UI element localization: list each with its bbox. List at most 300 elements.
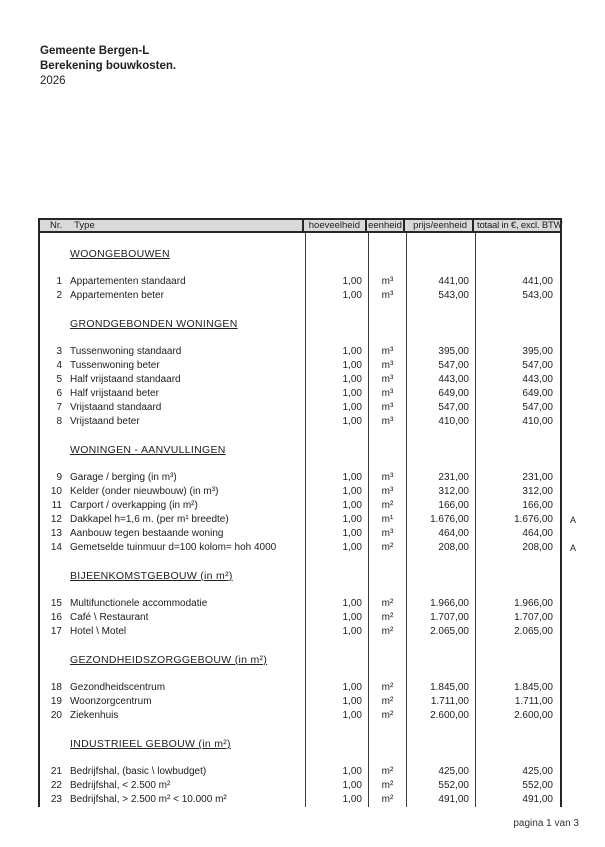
table-row: [40, 625, 560, 639]
cell-nr: [40, 737, 62, 751]
cell-price: 425,00: [407, 765, 476, 779]
cell-nr: 13: [50, 528, 62, 539]
cell-nr: [40, 653, 62, 667]
cell-total: 410,00: [522, 416, 553, 427]
cell-nr: 19: [50, 696, 62, 707]
cell-unit: [369, 723, 407, 737]
cell-qty: 1,00: [306, 765, 369, 779]
cell-price: 231,00: [407, 471, 476, 485]
cell-qty: 1,00: [306, 471, 369, 485]
cell-qty: [306, 457, 369, 471]
cell-price: [407, 457, 476, 471]
cell-qty: 1,00: [306, 681, 369, 695]
cell-unit: m²: [369, 611, 407, 625]
table-row: [40, 401, 560, 415]
section-header-row: [40, 443, 560, 457]
cell-qty: [306, 303, 369, 317]
cell-nr: [40, 751, 62, 765]
column-header-eenheid: eenheid: [367, 220, 405, 231]
table-row: [40, 275, 560, 289]
cell-qty: 1,00: [306, 513, 369, 527]
cell-qty: [306, 667, 369, 681]
cell-qty: 1,00: [306, 275, 369, 289]
spacer-row: [40, 723, 560, 737]
cell-qty: [306, 723, 369, 737]
cell-type: Bedrijfshal, (basic \ lowbudget): [62, 765, 306, 779]
document-header: [40, 44, 176, 89]
document-title-line1: Gemeente Bergen-L: [40, 45, 150, 57]
cell-type: [62, 331, 306, 345]
table-row: [40, 611, 560, 625]
cell-price: [407, 317, 476, 331]
cell-type: [62, 737, 306, 751]
cell-type: Bedrijfshal, < 2.500 m²: [62, 779, 306, 793]
cell-nr: 17: [50, 626, 62, 637]
cell-type: Tussenwoning standaard: [62, 345, 306, 359]
table-row: [40, 597, 560, 611]
table-row: [40, 359, 560, 373]
table-row: [40, 793, 560, 807]
cell-total: 2.065,00: [514, 626, 553, 637]
cell-unit: [369, 737, 407, 751]
cell-price: 410,00: [407, 415, 476, 429]
table-header-row: [38, 218, 562, 233]
cell-price: [407, 723, 476, 737]
cell-nr: 20: [50, 710, 62, 721]
cell-unit: m²: [369, 765, 407, 779]
cell-nr: [40, 723, 62, 737]
spacer-row: [40, 667, 560, 681]
cell-type: Appartementen beter: [62, 289, 306, 303]
cell-qty: 1,00: [306, 597, 369, 611]
cell-qty: 1,00: [306, 401, 369, 415]
cell-nr: [40, 317, 62, 331]
section-title: GRONDGEBONDEN WONINGEN: [70, 318, 238, 330]
section-title: BIJEENKOMSTGEBOUW (in m²): [70, 570, 233, 582]
cell-unit: m³: [369, 275, 407, 289]
cell-total: 1.966,00: [514, 598, 553, 609]
cell-qty: [306, 653, 369, 667]
table-row: [40, 681, 560, 695]
cell-qty: 1,00: [306, 695, 369, 709]
cell-total: [476, 639, 560, 653]
table-row: [40, 779, 560, 793]
table-row: [40, 373, 560, 387]
section-title: GEZONDHEIDSZORGGEBOUW (in m²): [70, 654, 268, 666]
table-row: [40, 541, 577, 555]
cell-unit: m¹: [369, 513, 407, 527]
cell-total: [476, 751, 560, 765]
cell-unit: [369, 233, 407, 247]
cell-price: 491,00: [407, 793, 476, 807]
cell-unit: [369, 583, 407, 597]
section-header-row: [40, 653, 560, 667]
cell-price: 1.707,00: [407, 611, 476, 625]
cell-total: 649,00: [522, 388, 553, 399]
cell-qty: 1,00: [306, 541, 369, 555]
section-title: WONINGEN - AANVULLINGEN: [70, 444, 226, 456]
cell-price: 395,00: [407, 345, 476, 359]
cell-price: [407, 653, 476, 667]
cell-type: [62, 639, 306, 653]
cell-type: Tussenwoning beter: [62, 359, 306, 373]
cell-qty: 1,00: [306, 611, 369, 625]
cell-nr: 14: [50, 542, 62, 553]
cell-qty: 1,00: [306, 499, 369, 513]
table-row: [40, 471, 560, 485]
column-header-nr-type: [40, 220, 304, 231]
cell-price: 1.676,00: [407, 513, 476, 527]
cell-total: 231,00: [522, 472, 553, 483]
cell-unit: m²: [369, 779, 407, 793]
cell-qty: 1,00: [306, 387, 369, 401]
cell-total: [476, 667, 560, 681]
cell-type: Café \ Restaurant: [62, 611, 306, 625]
cell-total: 395,00: [522, 346, 553, 357]
spacer-row: [40, 751, 560, 765]
cell-unit: m³: [369, 359, 407, 373]
cell-price: [407, 555, 476, 569]
cell-nr: 3: [56, 346, 62, 357]
cell-total: 464,00: [522, 528, 553, 539]
cell-price: 543,00: [407, 289, 476, 303]
cell-total: [476, 233, 560, 247]
cell-total: [476, 555, 560, 569]
section-title: WOONGEBOUWEN: [70, 248, 170, 260]
column-header-prijs-eenheid: prijs/eenheid: [405, 220, 474, 231]
cell-price: 1.845,00: [407, 681, 476, 695]
cell-unit: m³: [369, 289, 407, 303]
cell-unit: m³: [369, 401, 407, 415]
cell-type: [62, 317, 306, 331]
cell-type: Bedrijfshal, > 2.500 m² < 10.000 m²: [62, 793, 306, 807]
cell-total: 166,00: [522, 500, 553, 511]
cell-total: 543,00: [522, 290, 553, 301]
row-annotation: A: [570, 543, 577, 553]
cell-total: [476, 247, 560, 261]
cell-type: Vrijstaand beter: [62, 415, 306, 429]
cell-type: Gezondheidscentrum: [62, 681, 306, 695]
cell-unit: [369, 653, 407, 667]
cell-price: [407, 429, 476, 443]
cell-nr: [40, 457, 62, 471]
cell-type: [62, 653, 306, 667]
cell-unit: [369, 457, 407, 471]
cell-unit: m²: [369, 709, 407, 723]
cell-nr: [40, 667, 62, 681]
cell-unit: m²: [369, 541, 407, 555]
cell-unit: [369, 331, 407, 345]
cell-type: [62, 457, 306, 471]
cell-type: Garage / berging (in m³): [62, 471, 306, 485]
cell-nr: [40, 569, 62, 583]
cell-qty: 1,00: [306, 373, 369, 387]
spacer-row: [40, 261, 560, 275]
cell-qty: [306, 261, 369, 275]
cell-total: [476, 303, 560, 317]
cell-nr: 7: [56, 402, 62, 413]
cell-total: [476, 429, 560, 443]
cell-qty: [306, 555, 369, 569]
table-row: [40, 709, 560, 723]
cell-total: 491,00: [522, 794, 553, 805]
row-annotation: A: [570, 515, 577, 525]
cell-unit: [369, 261, 407, 275]
table-row: [40, 415, 560, 429]
cell-type: Gemetselde tuinmuur d=100 kolom= hoh 4000: [62, 541, 306, 555]
column-header-totaal: totaal in €, excl. BTW: [477, 220, 563, 231]
cell-type: Vrijstaand standaard: [62, 401, 306, 415]
cell-unit: m²: [369, 499, 407, 513]
spacer-row: [40, 233, 560, 247]
spacer-row: [40, 555, 560, 569]
cell-price: [407, 443, 476, 457]
cell-type: Dakkapel h=1,6 m. (per m¹ breedte): [62, 513, 306, 527]
cell-type: [62, 233, 306, 247]
cell-price: [407, 751, 476, 765]
table-row: [40, 289, 560, 303]
cell-price: 464,00: [407, 527, 476, 541]
spacer-row: [40, 303, 560, 317]
cell-unit: m³: [369, 415, 407, 429]
cell-total: 1.707,00: [514, 612, 553, 623]
cell-unit: [369, 569, 407, 583]
cell-qty: [306, 639, 369, 653]
cell-unit: [369, 303, 407, 317]
cell-total: [476, 737, 560, 751]
cell-unit: [369, 443, 407, 457]
cell-nr: 2: [56, 290, 62, 301]
table-row: [40, 499, 560, 513]
column-header-nr: Nr.: [50, 220, 63, 231]
cell-type: [62, 261, 306, 275]
cell-price: 2.065,00: [407, 625, 476, 639]
cell-qty: [306, 247, 369, 261]
cell-type: Aanbouw tegen bestaande woning: [62, 527, 306, 541]
table-row: [40, 513, 577, 527]
cell-total: 208,00: [522, 542, 553, 553]
cell-type: Carport / overkapping (in m²): [62, 499, 306, 513]
cell-price: [407, 331, 476, 345]
cell-price: [407, 303, 476, 317]
cell-nr: 23: [50, 794, 62, 805]
cell-qty: [306, 569, 369, 583]
cell-price: [407, 667, 476, 681]
table-body: [38, 233, 577, 807]
cell-qty: 1,00: [306, 359, 369, 373]
section-title: INDUSTRIEEL GEBOUW (in m²): [70, 738, 231, 750]
table-row: [40, 527, 560, 541]
table-row: [40, 695, 560, 709]
cell-nr: [40, 261, 62, 275]
cell-unit: m³: [369, 485, 407, 499]
cell-type: [62, 723, 306, 737]
cell-nr: [40, 303, 62, 317]
document-year: 2026: [40, 75, 66, 87]
cell-unit: m³: [369, 527, 407, 541]
cell-total: [476, 331, 560, 345]
cell-qty: [306, 443, 369, 457]
table-row: [40, 345, 560, 359]
cell-unit: [369, 317, 407, 331]
cell-qty: 1,00: [306, 415, 369, 429]
cell-unit: [369, 247, 407, 261]
cell-nr: 5: [56, 374, 62, 385]
cell-total: [476, 443, 560, 457]
cell-price: [407, 569, 476, 583]
cell-unit: m²: [369, 793, 407, 807]
cell-total: 547,00: [522, 360, 553, 371]
cell-price: 547,00: [407, 359, 476, 373]
cell-price: 552,00: [407, 779, 476, 793]
cell-total: 1.711,00: [514, 696, 553, 707]
cell-type: [62, 751, 306, 765]
cell-price: 1.711,00: [407, 695, 476, 709]
cell-type: Half vrijstaand standaard: [62, 373, 306, 387]
cell-qty: [306, 583, 369, 597]
cell-unit: m²: [369, 695, 407, 709]
cell-total: [476, 261, 560, 275]
cell-nr: [40, 555, 62, 569]
cell-qty: 1,00: [306, 625, 369, 639]
cell-nr: [40, 233, 62, 247]
cell-total: 2.600,00: [514, 710, 553, 721]
cell-qty: 1,00: [306, 485, 369, 499]
cell-total: [476, 653, 560, 667]
cell-price: [407, 247, 476, 261]
cell-price: 441,00: [407, 275, 476, 289]
cell-unit: m²: [369, 625, 407, 639]
cell-qty: [306, 737, 369, 751]
cell-total: [476, 569, 560, 583]
cell-type: [62, 667, 306, 681]
cell-type: Multifunctionele accommodatie: [62, 597, 306, 611]
spacer-row: [40, 583, 560, 597]
cell-unit: [369, 555, 407, 569]
cell-nr: 11: [51, 500, 62, 511]
cell-price: 166,00: [407, 499, 476, 513]
table-row: [40, 387, 560, 401]
cell-nr: [40, 331, 62, 345]
cell-total: 552,00: [522, 780, 553, 791]
cell-nr: 8: [56, 416, 62, 427]
cell-nr: [40, 583, 62, 597]
cell-unit: [369, 667, 407, 681]
column-header-type: Type: [74, 220, 95, 231]
spacer-row: [40, 429, 560, 443]
cell-unit: m³: [369, 373, 407, 387]
cell-unit: [369, 639, 407, 653]
cell-qty: 1,00: [306, 709, 369, 723]
cell-unit: m²: [369, 681, 407, 695]
cell-price: [407, 583, 476, 597]
cell-unit: m³: [369, 471, 407, 485]
cell-total: 425,00: [522, 766, 553, 777]
section-header-row: [40, 569, 560, 583]
cell-type: [62, 583, 306, 597]
cell-unit: [369, 751, 407, 765]
cell-nr: [40, 443, 62, 457]
cell-nr: [40, 247, 62, 261]
page-number: pagina 1 van 3: [513, 818, 579, 829]
cell-price: [407, 233, 476, 247]
cost-table: [38, 218, 577, 807]
spacer-row: [40, 639, 560, 653]
cell-price: 2.600,00: [407, 709, 476, 723]
cell-type: [62, 247, 306, 261]
cell-total: [476, 317, 560, 331]
cell-total: 547,00: [522, 402, 553, 413]
cell-type: [62, 443, 306, 457]
cell-total: [476, 457, 560, 471]
cell-nr: 12: [50, 514, 62, 525]
cell-qty: [306, 317, 369, 331]
cell-total: 1.845,00: [514, 682, 553, 693]
cell-price: [407, 737, 476, 751]
document-title-line2: Berekening bouwkosten.: [40, 60, 177, 72]
cell-nr: 18: [50, 682, 62, 693]
cell-qty: 1,00: [306, 527, 369, 541]
cell-qty: [306, 751, 369, 765]
cell-qty: 1,00: [306, 345, 369, 359]
cell-nr: 15: [50, 598, 62, 609]
cell-nr: 1: [56, 276, 62, 287]
cell-qty: 1,00: [306, 793, 369, 807]
section-header-row: [40, 737, 560, 751]
spacer-row: [40, 457, 560, 471]
cell-total: 443,00: [522, 374, 553, 385]
cell-unit: m²: [369, 597, 407, 611]
cell-price: 312,00: [407, 485, 476, 499]
column-header-hoeveelheid: hoeveelheid: [304, 220, 367, 231]
cell-unit: m³: [369, 387, 407, 401]
cell-nr: 10: [50, 486, 62, 497]
cell-qty: [306, 233, 369, 247]
cell-type: Half vrijstaand beter: [62, 387, 306, 401]
cell-qty: 1,00: [306, 289, 369, 303]
spacer-row: [40, 331, 560, 345]
cell-total: 312,00: [522, 486, 553, 497]
cell-type: Hotel \ Motel: [62, 625, 306, 639]
cell-price: 1.966,00: [407, 597, 476, 611]
cell-type: Woonzorgcentrum: [62, 695, 306, 709]
cell-total: [476, 583, 560, 597]
cell-nr: [40, 639, 62, 653]
cell-qty: [306, 331, 369, 345]
cell-type: [62, 429, 306, 443]
cell-price: 649,00: [407, 387, 476, 401]
cell-type: Appartementen standaard: [62, 275, 306, 289]
cell-price: 208,00: [407, 541, 476, 555]
cell-total: 1.676,00: [514, 514, 553, 525]
cell-qty: 1,00: [306, 779, 369, 793]
cell-price: 547,00: [407, 401, 476, 415]
table-row: [40, 765, 560, 779]
cell-type: Kelder (onder nieuwbouw) (in m³): [62, 485, 306, 499]
cell-unit: m³: [369, 345, 407, 359]
section-header-row: [40, 247, 560, 261]
cell-nr: 4: [56, 360, 62, 371]
cell-type: Ziekenhuis: [62, 709, 306, 723]
cell-type: [62, 569, 306, 583]
cell-qty: [306, 429, 369, 443]
cell-total: [476, 723, 560, 737]
cell-type: [62, 303, 306, 317]
cell-nr: [40, 429, 62, 443]
cell-price: 443,00: [407, 373, 476, 387]
table-row: [40, 485, 560, 499]
cell-total: 441,00: [522, 276, 553, 287]
